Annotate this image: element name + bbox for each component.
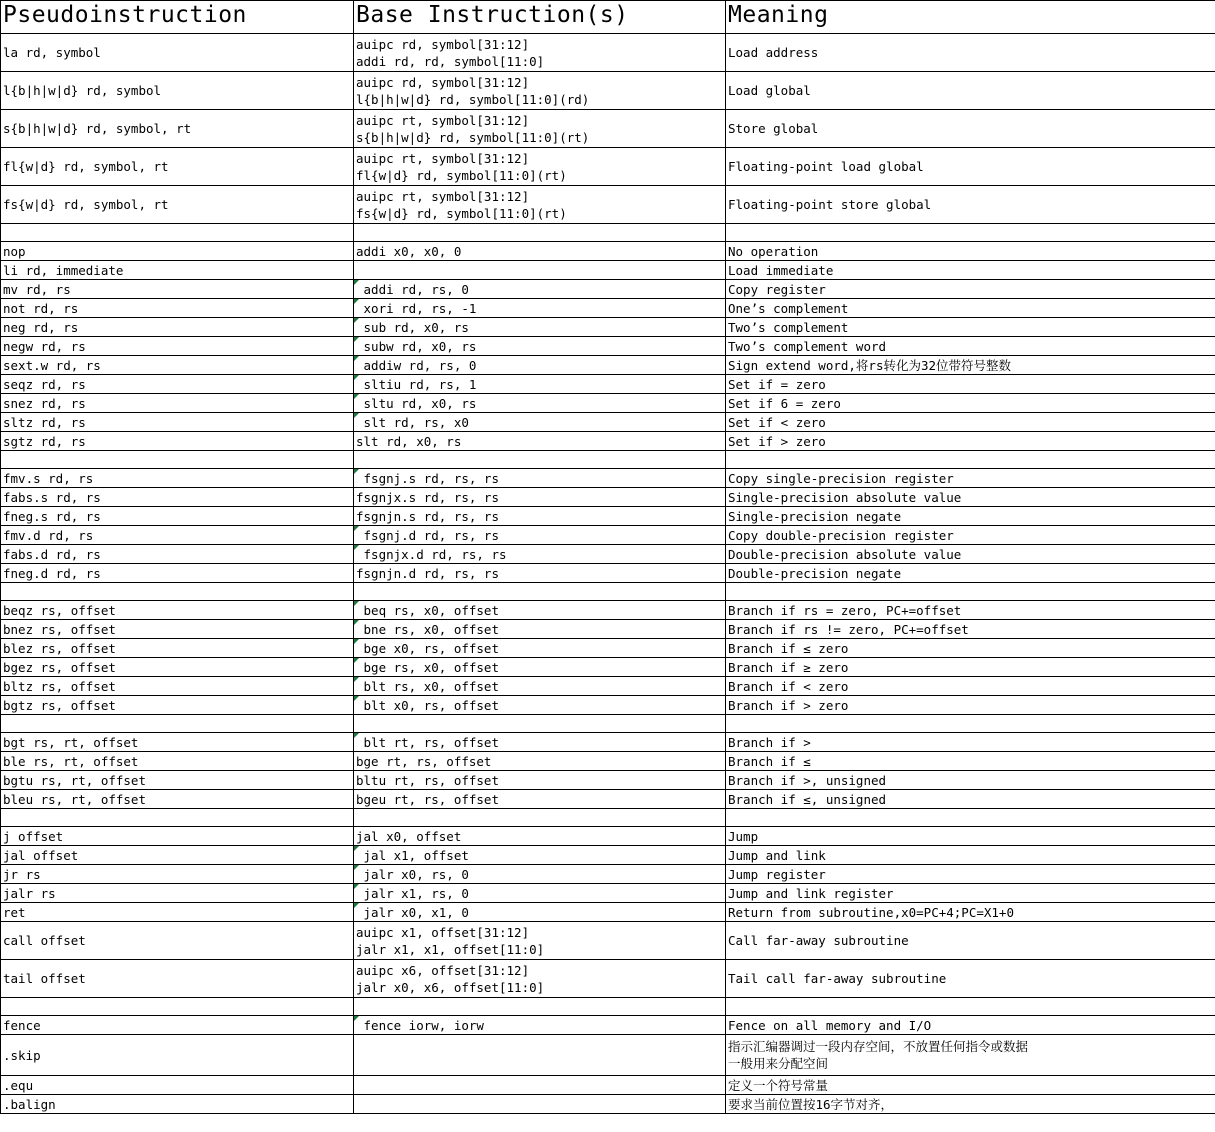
pseudoinstruction-cell: s{b|h|w|d} rd, symbol, rt	[1, 110, 354, 148]
table-row	[1, 1076, 1215, 1095]
pseudoinstruction-cell: sgtz rd, rs	[1, 432, 354, 451]
base-instruction-cell	[354, 451, 726, 469]
meaning-cell	[726, 998, 1215, 1016]
pseudoinstruction-cell: fs{w|d} rd, symbol, rt	[1, 186, 354, 224]
table-row	[1, 148, 1215, 186]
table-row	[1, 846, 1215, 865]
base-instruction-cell	[354, 809, 726, 827]
base-instruction-cell	[354, 72, 726, 110]
pseudoinstruction-cell: jr rs	[1, 865, 354, 884]
meaning-cell: Jump and link	[726, 846, 1215, 865]
meaning-cell: Branch if rs != zero, PC+=offset	[726, 620, 1215, 639]
pseudoinstruction-cell: ble rs, rt, offset	[1, 752, 354, 771]
base-instruction-line: bne rs, x0, offset	[356, 621, 499, 637]
pseudoinstruction-cell: seqz rd, rs	[1, 375, 354, 394]
table-row	[1, 620, 1215, 639]
base-instruction-line: blt x0, rs, offset	[356, 697, 499, 713]
pseudoinstruction-cell: mv rd, rs	[1, 280, 354, 299]
base-instruction-cell	[354, 394, 726, 413]
meaning-cell: No operation	[726, 242, 1215, 261]
meaning-cell: Copy double-precision register	[726, 526, 1215, 545]
table-row	[1, 299, 1215, 318]
table-row	[1, 827, 1215, 846]
base-instruction-line: fsgnjx.s rd, rs, rs	[356, 489, 499, 505]
table-row	[1, 960, 1215, 998]
base-instruction-line: fsgnj.s rd, rs, rs	[356, 470, 499, 486]
base-instruction-cell	[354, 790, 726, 809]
header-pseudoinstruction: Pseudoinstruction	[1, 1, 354, 34]
meaning-cell: Copy register	[726, 280, 1215, 299]
pseudoinstruction-cell: bltz rs, offset	[1, 677, 354, 696]
base-instruction-line: addi rd, rs, 0	[356, 281, 469, 297]
meaning-cell: Fence on all memory and I/O	[726, 1016, 1215, 1035]
pseudoinstruction-cell: tail offset	[1, 960, 354, 998]
base-instruction-cell	[354, 34, 726, 72]
table-row	[1, 884, 1215, 903]
table-row	[1, 1016, 1215, 1035]
base-instruction-cell	[354, 1095, 726, 1114]
pseudoinstruction-cell: sltz rd, rs	[1, 413, 354, 432]
pseudoinstruction-cell: fmv.d rd, rs	[1, 526, 354, 545]
meaning-cell: Branch if rs = zero, PC+=offset	[726, 601, 1215, 620]
pseudoinstruction-cell: fl{w|d} rd, symbol, rt	[1, 148, 354, 186]
table-row	[1, 526, 1215, 545]
base-instruction-line: fsgnjn.s rd, rs, rs	[356, 508, 499, 524]
table-row	[1, 790, 1215, 809]
base-instruction-line: fsgnj.d rd, rs, rs	[356, 527, 499, 543]
pseudoinstruction-cell: fence	[1, 1016, 354, 1035]
base-instruction-cell	[354, 771, 726, 790]
table-row	[1, 242, 1215, 261]
meaning-cell: Return from subroutine,x0=PC+4;PC=X1+0	[726, 903, 1215, 922]
pseudoinstruction-cell: bgtu rs, rt, offset	[1, 771, 354, 790]
table-row	[1, 337, 1215, 356]
meaning-cell: Branch if ≥ zero	[726, 658, 1215, 677]
meaning-cell	[726, 1035, 1215, 1076]
base-instruction-cell	[354, 186, 726, 224]
pseudoinstruction-cell: jal offset	[1, 846, 354, 865]
meaning-cell: Branch if > zero	[726, 696, 1215, 715]
base-instruction-cell	[354, 318, 726, 337]
base-instruction-line: addiw rd, rs, 0	[356, 357, 477, 373]
base-instruction-cell	[354, 922, 726, 960]
table-row	[1, 771, 1215, 790]
pseudoinstruction-cell: bleu rs, rt, offset	[1, 790, 354, 809]
meaning-cell: Floating-point load global	[726, 148, 1215, 186]
base-instruction-cell	[354, 752, 726, 771]
pseudoinstruction-cell: bgt rs, rt, offset	[1, 733, 354, 752]
table-row	[1, 507, 1215, 526]
base-instruction-line: bge x0, rs, offset	[356, 640, 499, 656]
pseudoinstruction-cell	[1, 583, 354, 601]
base-instruction-cell	[354, 110, 726, 148]
table-body	[1, 34, 1215, 1114]
table-row	[1, 639, 1215, 658]
meaning-cell: Tail call far-away subroutine	[726, 960, 1215, 998]
base-instruction-line: auipc rt, symbol[31:12]	[356, 150, 530, 166]
table-row	[1, 110, 1215, 148]
base-instruction-line: auipc rd, symbol[31:12]	[356, 36, 530, 52]
base-instruction-line: sltu rd, x0, rs	[356, 395, 477, 411]
base-instruction-cell	[354, 413, 726, 432]
base-instruction-line: blt rs, x0, offset	[356, 678, 499, 694]
meaning-cell: Floating-point store global	[726, 186, 1215, 224]
meaning-cell: Sign extend word,将rs转化为32位带符号整数	[726, 356, 1215, 375]
table-row	[1, 413, 1215, 432]
table-row	[1, 677, 1215, 696]
base-instruction-cell	[354, 620, 726, 639]
base-instruction-line: subw rd, x0, rs	[356, 338, 477, 354]
pseudoinstruction-cell	[1, 809, 354, 827]
base-instruction-cell	[354, 639, 726, 658]
pseudoinstruction-cell: fabs.s rd, rs	[1, 488, 354, 507]
meaning-cell: Single-precision absolute value	[726, 488, 1215, 507]
base-instruction-line: xori rd, rs, -1	[356, 300, 477, 316]
meaning-line: 指示汇编器调过一段内存空间，不放置任何指令或数据	[728, 1039, 1029, 1054]
pseudoinstruction-cell: snez rd, rs	[1, 394, 354, 413]
pseudoinstruction-cell: neg rd, rs	[1, 318, 354, 337]
pseudoinstruction-cell: .equ	[1, 1076, 354, 1095]
pseudoinstruction-cell: fneg.d rd, rs	[1, 564, 354, 583]
pseudoinstruction-cell: beqz rs, offset	[1, 601, 354, 620]
base-instruction-cell	[354, 677, 726, 696]
base-instruction-cell	[354, 242, 726, 261]
pseudoinstruction-cell: fabs.d rd, rs	[1, 545, 354, 564]
spacer-row	[1, 583, 1215, 601]
meaning-cell: Single-precision negate	[726, 507, 1215, 526]
table-row	[1, 34, 1215, 72]
base-instruction-line: fsgnjx.d rd, rs, rs	[356, 546, 507, 562]
base-instruction-line: jalr x0, x6, offset[11:0]	[356, 979, 545, 995]
base-instruction-cell	[354, 432, 726, 451]
header-meaning: Meaning	[726, 1, 1215, 34]
pseudoinstruction-cell: l{b|h|w|d} rd, symbol	[1, 72, 354, 110]
meaning-cell: Branch if ≤	[726, 752, 1215, 771]
table-row	[1, 1095, 1215, 1114]
pseudoinstruction-cell: ret	[1, 903, 354, 922]
meaning-cell: Load global	[726, 72, 1215, 110]
meaning-cell: Two’s complement word	[726, 337, 1215, 356]
base-instruction-line: blt rt, rs, offset	[356, 734, 499, 750]
base-instruction-line: auipc x6, offset[31:12]	[356, 962, 530, 978]
meaning-cell: Branch if >, unsigned	[726, 771, 1215, 790]
base-instruction-line: addi x0, x0, 0	[356, 243, 462, 259]
pseudoinstruction-cell: negw rd, rs	[1, 337, 354, 356]
meaning-cell: 定义一个符号常量	[726, 1076, 1215, 1095]
base-instruction-line: bgeu rt, rs, offset	[356, 791, 499, 807]
meaning-cell: Set if > zero	[726, 432, 1215, 451]
table-row	[1, 865, 1215, 884]
base-instruction-line: fl{w|d} rd, symbol[11:0](rt)	[356, 167, 567, 183]
table-row	[1, 432, 1215, 451]
pseudoinstruction-cell: jalr rs	[1, 884, 354, 903]
base-instruction-cell	[354, 715, 726, 733]
table-row	[1, 733, 1215, 752]
base-instruction-cell	[354, 488, 726, 507]
base-instruction-line: beq rs, x0, offset	[356, 602, 499, 618]
table-row	[1, 356, 1215, 375]
pseudoinstruction-cell	[1, 224, 354, 242]
base-instruction-cell	[354, 601, 726, 620]
table-row	[1, 375, 1215, 394]
pseudoinstruction-cell	[1, 451, 354, 469]
meaning-cell: Call far-away subroutine	[726, 922, 1215, 960]
table-row	[1, 318, 1215, 337]
base-instruction-cell	[354, 375, 726, 394]
pseudoinstruction-cell: j offset	[1, 827, 354, 846]
meaning-cell: Set if = zero	[726, 375, 1215, 394]
table-row	[1, 545, 1215, 564]
base-instruction-line: slt rd, x0, rs	[356, 433, 462, 449]
table-row	[1, 280, 1215, 299]
meaning-cell: Double-precision negate	[726, 564, 1215, 583]
base-instruction-cell	[354, 903, 726, 922]
pseudoinstruction-cell: fmv.s rd, rs	[1, 469, 354, 488]
spacer-row	[1, 224, 1215, 242]
meaning-line: 一般用来分配空间	[728, 1056, 829, 1071]
header-row	[1, 1, 1215, 34]
meaning-cell: Jump	[726, 827, 1215, 846]
table-row	[1, 658, 1215, 677]
base-instruction-cell	[354, 865, 726, 884]
header-base-instructions: Base Instruction(s)	[354, 1, 726, 34]
base-instruction-line: sub rd, x0, rs	[356, 319, 469, 335]
table-row	[1, 1035, 1215, 1076]
pseudoinstruction-cell: .skip	[1, 1035, 354, 1076]
meaning-cell: One’s complement	[726, 299, 1215, 318]
base-instruction-cell	[354, 658, 726, 677]
meaning-cell: Set if < zero	[726, 413, 1215, 432]
meaning-cell	[726, 451, 1215, 469]
spacer-row	[1, 998, 1215, 1016]
table-row	[1, 903, 1215, 922]
pseudoinstruction-cell: sext.w rd, rs	[1, 356, 354, 375]
table-row	[1, 601, 1215, 620]
base-instruction-cell	[354, 261, 726, 280]
meaning-cell: Double-precision absolute value	[726, 545, 1215, 564]
table-row	[1, 696, 1215, 715]
meaning-cell: 要求当前位置按16字节对齐，	[726, 1095, 1215, 1114]
base-instruction-cell	[354, 583, 726, 601]
base-instruction-cell	[354, 1035, 726, 1076]
meaning-cell	[726, 715, 1215, 733]
table-row	[1, 72, 1215, 110]
base-instruction-line: sltiu rd, rs, 1	[356, 376, 477, 392]
base-instruction-cell	[354, 299, 726, 318]
base-instruction-cell	[354, 526, 726, 545]
pseudoinstruction-cell: bgtz rs, offset	[1, 696, 354, 715]
base-instruction-cell	[354, 1076, 726, 1095]
base-instruction-line: fence iorw, iorw	[356, 1017, 484, 1033]
base-instruction-cell	[354, 545, 726, 564]
table-row	[1, 922, 1215, 960]
meaning-cell	[726, 809, 1215, 827]
meaning-cell: Branch if ≤, unsigned	[726, 790, 1215, 809]
meaning-cell: Load address	[726, 34, 1215, 72]
base-instruction-line: s{b|h|w|d} rd, symbol[11:0](rt)	[356, 129, 590, 145]
meaning-cell	[726, 224, 1215, 242]
pseudoinstruction-cell	[1, 998, 354, 1016]
base-instruction-line: auipc rt, symbol[31:12]	[356, 112, 530, 128]
base-instruction-cell	[354, 733, 726, 752]
spacer-row	[1, 715, 1215, 733]
pseudoinstruction-cell: la rd, symbol	[1, 34, 354, 72]
base-instruction-line: slt rd, rs, x0	[356, 414, 469, 430]
base-instruction-line: bltu rt, rs, offset	[356, 772, 499, 788]
table-row	[1, 469, 1215, 488]
base-instruction-cell	[354, 1016, 726, 1035]
table-row	[1, 752, 1215, 771]
base-instruction-line: addi rd, rd, symbol[11:0]	[356, 53, 545, 69]
meaning-cell: Copy single-precision register	[726, 469, 1215, 488]
meaning-cell: Jump and link register	[726, 884, 1215, 903]
table-row	[1, 261, 1215, 280]
base-instruction-cell	[354, 507, 726, 526]
base-instruction-cell	[354, 998, 726, 1016]
pseudoinstruction-cell: fneg.s rd, rs	[1, 507, 354, 526]
base-instruction-line: bge rt, rs, offset	[356, 753, 492, 769]
base-instruction-cell	[354, 564, 726, 583]
meaning-cell: Load immediate	[726, 261, 1215, 280]
base-instruction-line: auipc x1, offset[31:12]	[356, 924, 530, 940]
base-instruction-cell	[354, 846, 726, 865]
table-row	[1, 394, 1215, 413]
pseudoinstruction-cell: blez rs, offset	[1, 639, 354, 658]
base-instruction-cell	[354, 356, 726, 375]
base-instruction-line: fs{w|d} rd, symbol[11:0](rt)	[356, 205, 567, 221]
pseudoinstruction-cell: nop	[1, 242, 354, 261]
meaning-cell: Branch if < zero	[726, 677, 1215, 696]
base-instruction-cell	[354, 827, 726, 846]
base-instruction-cell	[354, 696, 726, 715]
pseudoinstruction-cell	[1, 715, 354, 733]
meaning-cell: Jump register	[726, 865, 1215, 884]
spacer-row	[1, 451, 1215, 469]
meaning-cell: Branch if >	[726, 733, 1215, 752]
pseudoinstruction-cell: bnez rs, offset	[1, 620, 354, 639]
pseudoinstruction-cell: .balign	[1, 1095, 354, 1114]
meaning-cell: Set if 6 = zero	[726, 394, 1215, 413]
pseudoinstruction-cell: call offset	[1, 922, 354, 960]
base-instruction-cell	[354, 224, 726, 242]
base-instruction-line: fsgnjn.d rd, rs, rs	[356, 565, 499, 581]
base-instruction-cell	[354, 960, 726, 998]
base-instruction-line: bge rs, x0, offset	[356, 659, 499, 675]
meaning-cell: Branch if ≤ zero	[726, 639, 1215, 658]
pseudoinstruction-cell: li rd, immediate	[1, 261, 354, 280]
pseudoinstruction-cell: bgez rs, offset	[1, 658, 354, 677]
meaning-cell	[726, 583, 1215, 601]
base-instruction-line: auipc rt, symbol[31:12]	[356, 188, 530, 204]
pseudoinstruction-cell: not rd, rs	[1, 299, 354, 318]
meaning-cell: Store global	[726, 110, 1215, 148]
base-instruction-line: jal x1, offset	[356, 847, 469, 863]
base-instruction-line: l{b|h|w|d} rd, symbol[11:0](rd)	[356, 91, 590, 107]
base-instruction-line: jalr x0, rs, 0	[356, 866, 469, 882]
base-instruction-line: jalr x1, rs, 0	[356, 885, 469, 901]
table-row	[1, 186, 1215, 224]
base-instruction-line: jal x0, offset	[356, 828, 462, 844]
spacer-row	[1, 809, 1215, 827]
base-instruction-cell	[354, 148, 726, 186]
base-instruction-line: jalr x0, x1, 0	[356, 904, 469, 920]
base-instruction-line: jalr x1, x1, offset[11:0]	[356, 941, 545, 957]
meaning-cell: Two’s complement	[726, 318, 1215, 337]
base-instruction-line: auipc rd, symbol[31:12]	[356, 74, 530, 90]
base-instruction-cell	[354, 469, 726, 488]
base-instruction-cell	[354, 337, 726, 356]
base-instruction-cell	[354, 884, 726, 903]
table-row	[1, 488, 1215, 507]
base-instruction-cell	[354, 280, 726, 299]
table-row	[1, 564, 1215, 583]
